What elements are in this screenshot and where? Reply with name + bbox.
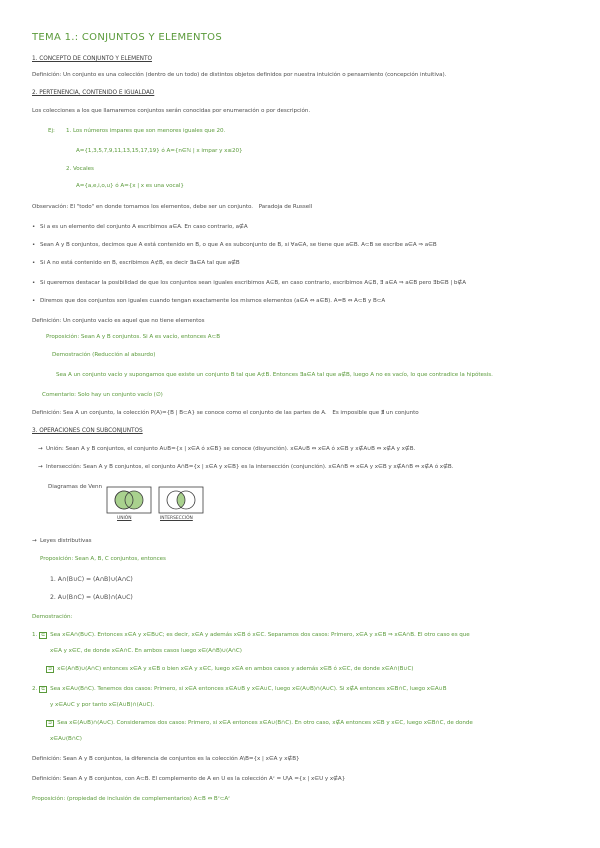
proof-2-number: 2. bbox=[32, 686, 38, 692]
bullet-2-text: Sean A y B conjuntos, decimos que A está contenido en B, o que A es subconjunto de B, si ∀a∈A, se tiene que a∈B. A⊂B se escribe a∈A ⇒ a∈B bbox=[40, 242, 437, 248]
proposition-1: Proposición: Sean A y B conjuntos. Si A es vacío, entonces A⊂B bbox=[46, 334, 220, 340]
union-definition-text: Unión: Sean A y B conjuntos, el conjunto A∪B={x | x∈A ó x∈B} se conoce (disyunción). x∈A∪B ⇔ x∈A ó x∈B y x∉A∪B ⇔ x∉A y x∉B. bbox=[46, 446, 416, 452]
bullet-4-text: Si queremos destacar la posibilidad de que los conjuntos sean iguales escribimos A⊆B, en caso contrario, escribimos A⊊B, ∃ a∈A ⇒ a∈B pero ∃b∈B | b∉A bbox=[40, 280, 467, 286]
demonstration-2-label: Demostración: bbox=[32, 614, 73, 620]
proof-2a-subset-box: ⊆ bbox=[40, 686, 46, 692]
observation-text: Observación: El "todo" en donde tomamos los elementos, debe ser un conjunto. bbox=[32, 204, 253, 210]
example-label: Ej: bbox=[48, 128, 55, 134]
proof-1-number: 1. bbox=[32, 632, 38, 638]
proof-1a-cont: x∈A y x∈C, de donde x∈A∩C. En ambos casos luego x∈(A∩B)∪(A∩C) bbox=[50, 648, 242, 654]
comment-empty-set: Comentario: Solo hay un conjunto vacío (∅) bbox=[42, 392, 163, 398]
bullet-1-text: Si a es un elemento del conjunto A escribimos a∈A. En caso contrario, a∉A bbox=[40, 224, 248, 230]
bullet-1: • Si a es un elemento del conjunto A escribimos a∈A. En caso contrario, a∉A bbox=[32, 224, 248, 230]
definition-power-set-text: Definición: Sea A un conjunto, la colección P(A)={B | B⊂A} se conoce como el conjunto de las partes de A. bbox=[32, 410, 327, 416]
bullet-3-text: Si A no está contenido en B, escribimos A⊄B, es decir ∃a∈A tal que a∉B bbox=[40, 260, 240, 266]
bullet-3: • Si A no está contenido en B, escribimos A⊄B, es decir ∃a∈A tal que a∉B bbox=[32, 260, 240, 266]
venn-intersection-diagram bbox=[158, 486, 204, 514]
bullet-5-text: Diremos que dos conjuntos son iguales cuando tengan exactamente los mismos elementos (a∈A ⇔ a∈B). A=B ⇔ A⊂B y B⊂A bbox=[40, 298, 386, 304]
definition-power-set-note: Es imposible que ∄ un conjunto bbox=[332, 410, 419, 416]
proposition-3: Proposición: (propiedad de inclusión de complementarios) A⊂B ⇔ Bᶜ⊂Aᶜ bbox=[32, 796, 231, 802]
example-1-set: A={1,3,5,7,9,11,13,15,17,19} ó A={n∈ℕ | x impar y x≤20} bbox=[76, 148, 243, 154]
proof-2b bbox=[46, 720, 473, 727]
distributive-laws-heading: → Leyes distributivas bbox=[32, 538, 92, 544]
proof-1a bbox=[32, 632, 470, 639]
demonstration-1: Sea A un conjunto vacío y supongamos que existe un conjunto B tal que A⊄B. Entonces ∃a∈A tal que a∉B, luego A no es vacío, lo que contradice la hipótesis. bbox=[56, 372, 493, 378]
law-1: 1. A∩(B∪C) = (A∩B)∪(A∩C) bbox=[50, 576, 133, 583]
proof-2a-text: Sea x∈A∪(B∩C). Tenemos dos casos: Primero, si x∈A entonces x∈A∪B y x∈A∪C, luego x∈(A∪B)∩(A∪C). Si x∉A entonces x∈B∩C, luego x∈A∪B bbox=[50, 686, 447, 692]
proof-2b-superset-box: ⊇ bbox=[48, 720, 53, 726]
intersection-definition-text: Intersección: Sean A y B conjuntos, el conjunto A∩B={x | x∈A y x∈B} es la intersección (conjunción). x∈A∩B ⇔ x∈A y x∈B y x∉A∩B ⇔ x∉A ó x∉B. bbox=[46, 464, 454, 470]
intersection-definition: → Intersección: Sean A y B conjuntos, el conjunto A∩B={x | x∈A y x∈B} es la intersección (conjunción). x∈A∩B ⇔ x∈A y x∈B y x∉A∩B ⇔ x∉A ó x∉B. bbox=[38, 464, 454, 470]
demonstration-1-label: Demostración (Reducción al absurdo) bbox=[52, 352, 156, 358]
venn-union-set-b bbox=[125, 491, 143, 509]
definition-empty-set: Definición: Un conjunto vacío es aquel que no tiene elementos bbox=[32, 318, 205, 324]
section-2-heading: 2. PERTENENCIA, CONTENIDO E IGUALDAD bbox=[32, 90, 155, 96]
russell-paradox-note: Paradoja de Russell bbox=[258, 204, 313, 210]
page-title: TEMA 1.: CONJUNTOS Y ELEMENTOS bbox=[32, 32, 223, 43]
bullet-5: • Diremos que dos conjuntos son iguales cuando tengan exactamente los mismos elementos (a∈A ⇔ a∈B). A=B ⇔ A⊂B y B⊂A bbox=[32, 298, 386, 304]
proposition-2: Proposición: Sean A, B, C conjuntos, entonces bbox=[40, 556, 166, 562]
example-2-set: A={a,e,i,o,u} ó A={x | x es una vocal} bbox=[76, 183, 184, 189]
proof-1a-subset-box: ⊆ bbox=[40, 632, 46, 638]
venn-intersection-caption: INTERSECCIÓN bbox=[160, 516, 193, 521]
bullet-4: • Si queremos destacar la posibilidad de que los conjuntos sean iguales escribimos A⊆B, en caso contrario, escribimos A⊊B, ∃ a∈A ⇒ a∈B pero ∃b∈B | b∉A bbox=[32, 280, 467, 286]
proof-2a bbox=[32, 686, 447, 693]
definition-set: Definición: Un conjunto es una colección (dentro de un todo) de distintos objetos definidos por nuestra intuición o pensamiento (concepción intuitiva). bbox=[32, 72, 447, 78]
venn-label: Diagramas de Venn bbox=[48, 484, 102, 490]
proof-2b-cont: x∈A∪(B∩C) bbox=[50, 736, 82, 742]
proof-2a-cont: y x∈A∪C y por tanto x∈(A∪B)∩(A∪C). bbox=[50, 702, 155, 708]
proof-1b-superset-box: ⊇ bbox=[48, 666, 53, 672]
law-2: 2. A∪(B∩C) = (A∪B)∩(A∪C) bbox=[50, 594, 133, 601]
venn-union-caption: UNIÓN bbox=[117, 516, 132, 521]
example-2: 2. Vocales bbox=[66, 166, 94, 172]
section-1-heading: 1. CONCEPTO DE CONJUNTO Y ELEMENTO bbox=[32, 56, 152, 62]
definition-complement: Definición: Sean A y B conjuntos, con A⊂B. El complemento de A en U es la colección Aᶜ = U\A ={x | x∈U y x∉A} bbox=[32, 776, 346, 782]
definition-difference: Definición: Sean A y B conjuntos, la diferencia de conjuntos es la colección A\B={x | x∈A y x∉B} bbox=[32, 756, 300, 762]
section-3-heading: 3. OPERACIONES CON SUBCONJUNTOS bbox=[32, 428, 143, 434]
distributive-laws-text: Leyes distributivas bbox=[40, 538, 92, 544]
bullet-2: • Sean A y B conjuntos, decimos que A está contenido en B, o que A es subconjunto de B, si ∀a∈A, se tiene que a∈B. A⊂B se escribe a∈A ⇒ a∈B bbox=[32, 242, 437, 248]
section-2-intro: Los colecciones a los que llamaremos conjuntos serán conocidas por enumeración o por descripción. bbox=[32, 108, 311, 114]
proof-2b-text: Sea x∈(A∪B)∩(A∪C). Consideramos dos casos: Primero, si x∈A entonces x∈A∪(B∩C). En otro caso, x∉A entonces x∈B y x∈C, luego x∈B∩C, de donde bbox=[57, 720, 473, 726]
venn-union-diagram bbox=[106, 486, 152, 514]
proof-1a-text: Sea x∈A∩(B∪C). Entonces x∈A y x∈B∪C; es decir, x∈A y además x∈B ó x∈C. Separamos dos casos: Primero, x∈A y x∈B ⇒ x∈A∩B. El otro caso es que bbox=[50, 632, 470, 638]
proof-1b bbox=[46, 666, 413, 673]
observation bbox=[32, 204, 312, 211]
proof-1b-text: x∈(A∩B)∪(A∩C) entonces x∈A y x∈B o bien x∈A y x∈C, luego x∈A en ambos casos y además x∈B ó x∈C, de donde x∈A∩(B∪C) bbox=[57, 666, 414, 672]
union-definition: → Unión: Sean A y B conjuntos, el conjunto A∪B={x | x∈A ó x∈B} se conoce (disyunción). x∈A∪B ⇔ x∈A ó x∈B y x∉A∪B ⇔ x∉A y x∉B. bbox=[38, 446, 416, 452]
example-1: 1. Los números impares que son menores iguales que 20. bbox=[66, 128, 226, 134]
definition-power-set bbox=[32, 410, 419, 417]
